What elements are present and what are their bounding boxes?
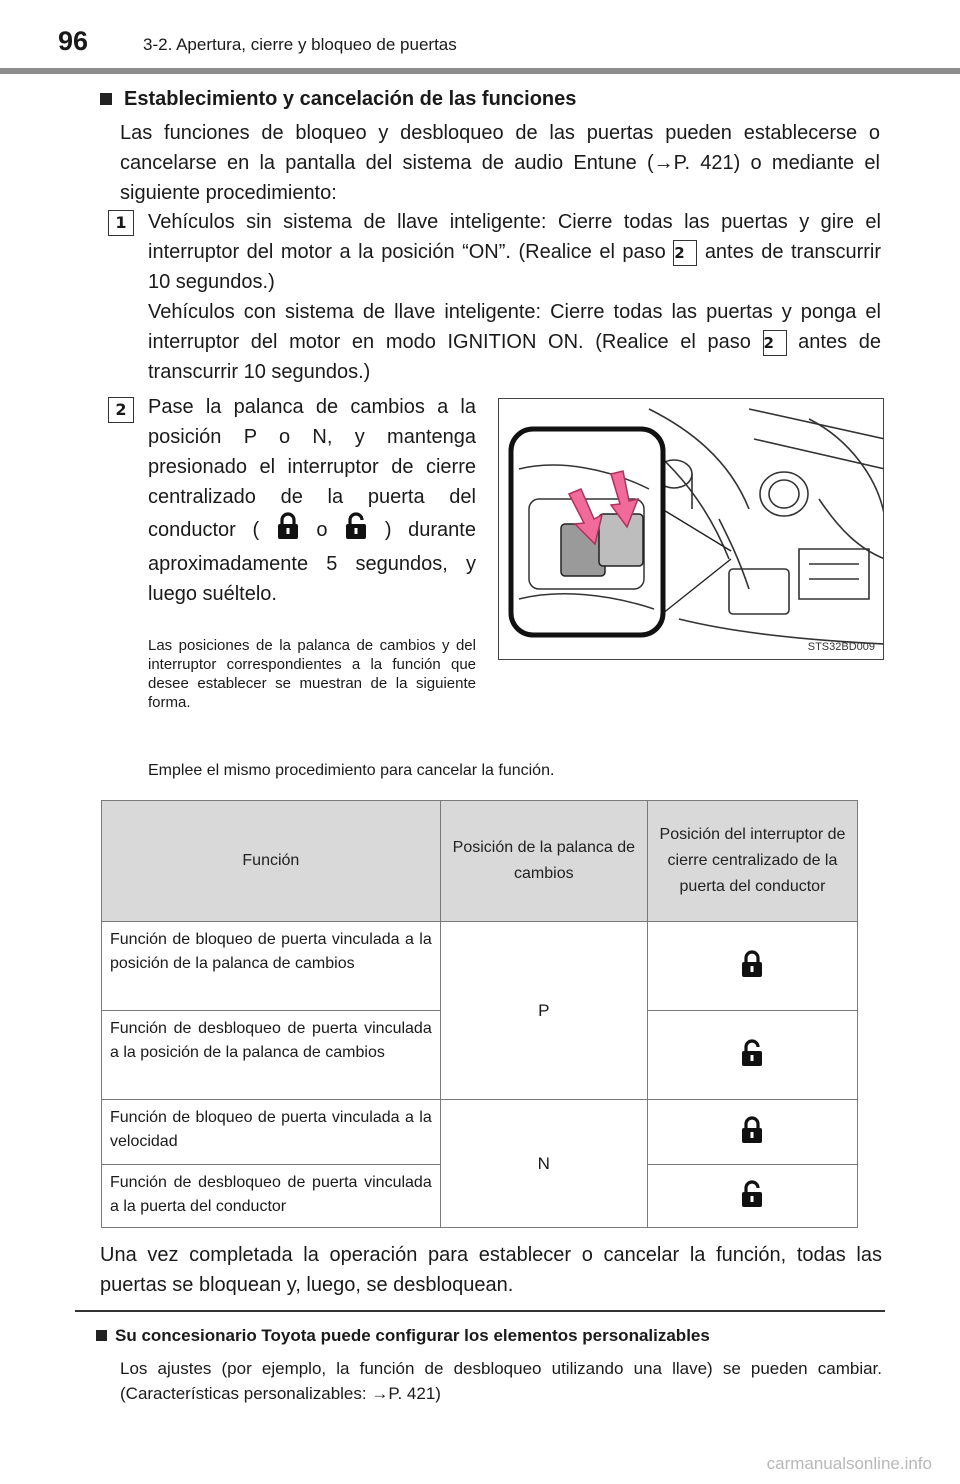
step-2-text — [148, 392, 476, 609]
functions-table — [101, 800, 858, 1228]
cell-function: Función de bloqueo de puerta vinculada a la velocidad — [102, 1100, 441, 1165]
step-1-part-a: Vehículos sin sistema de llave inteligente: Cierre todas las puertas y gire el interruptor del motor a la posición “ON”. (Realice el paso — [148, 211, 881, 263]
lock-icon — [740, 1116, 764, 1144]
step-2-note: Las posiciones de la palanca de cambios y del interruptor correspondientes a la función que desee establecer se muestran de la siguiente forma. — [148, 637, 476, 711]
cell-switch — [647, 922, 857, 1011]
step-1-part-b-end: antes de transcurrir 10 segundos.) — [148, 331, 881, 383]
subheading — [96, 1326, 710, 1346]
step-1-marker: 1 — [108, 210, 134, 236]
conclusion-paragraph: Una vez completada la operación para establecer o cancelar la función, todas las puertas se bloquean y, luego, se desbloquean. — [100, 1244, 882, 1296]
cell-function: Función de desbloqueo de puerta vinculada a la posición de la palanca de cambios — [102, 1011, 441, 1100]
header-rule — [0, 68, 960, 74]
cell-position: P — [440, 922, 647, 1100]
cell-switch — [647, 1100, 857, 1165]
lock-icon — [740, 950, 764, 978]
section-heading-text: Establecimiento y cancelación de las funciones — [124, 88, 577, 110]
step-1-part-b: Vehículos con sistema de llave inteligente: Cierre todas las puertas y ponga el interruptor del motor en modo IGNITION ON. (Realice el paso — [148, 301, 881, 353]
table-header-row — [102, 801, 858, 922]
tail-paragraph: Los ajustes (por ejemplo, la función de desbloqueo utilizando una llave) se pueden cambiar. (Características personalizables: →P. 421) — [120, 1359, 882, 1403]
divider — [75, 1310, 885, 1312]
header-function: Función — [102, 801, 441, 922]
step-ref-box: 2 — [763, 330, 787, 356]
cell-switch — [647, 1165, 857, 1228]
unlock-icon — [740, 1039, 764, 1067]
intro-paragraph: Las funciones de bloqueo y desbloqueo de las puertas pueden establecerse o cancelarse en la pantalla del sistema de audio Entune (→P. 421) o mediante el siguiente procedimiento: — [120, 122, 880, 204]
step-1-text — [148, 207, 881, 387]
header-switch-position: Posición del interruptor de cierre centralizado de la puerta del conductor — [647, 801, 857, 922]
unlock-icon — [740, 1180, 764, 1208]
figure-label: STS32BD009 — [807, 641, 875, 653]
square-bullet-icon — [100, 93, 112, 105]
lock-icon — [276, 512, 300, 549]
cell-function: Función de bloqueo de puerta vinculada a la posición de la palanca de cambios — [102, 922, 441, 1011]
cell-function: Función de desbloqueo de puerta vinculada a la puerta del conductor — [102, 1165, 441, 1228]
table-row — [102, 922, 858, 1011]
table-row — [102, 1100, 858, 1165]
watermark: carmanualsonline.info — [766, 1454, 932, 1473]
step-2-note-2: Emplee el mismo procedimiento para cancelar la función. — [148, 762, 555, 779]
door-switch-illustration — [498, 398, 884, 660]
step-2-text-b: ) durante aproximadamente 5 segundos, y luego suéltelo. — [148, 518, 476, 605]
header-shift-position: Posición de la palanca de cambios — [440, 801, 647, 922]
square-bullet-icon — [96, 1330, 107, 1341]
cell-switch — [647, 1011, 857, 1100]
subheading-text: Su concesionario Toyota puede configurar los elementos personalizables — [115, 1326, 710, 1345]
page-number: 96 — [58, 26, 89, 56]
section-title: 3-2. Apertura, cierre y bloqueo de puertas — [143, 35, 457, 54]
section-heading — [100, 88, 576, 111]
step-2-text-a: Pase la palanca de cambios a la posición P o N, y mantenga presionado el interruptor de cierre centralizado de la puerta del conductor ( — [148, 396, 476, 541]
step-1-part-a-end: antes de transcurrir 10 segundos.) — [148, 241, 882, 293]
cell-position: N — [440, 1100, 647, 1228]
step-ref-box: 2 — [673, 240, 697, 266]
dashboard-drawing — [499, 399, 884, 660]
step-2-marker: 2 — [108, 397, 134, 423]
step-2-or: o — [316, 518, 328, 541]
unlock-icon — [344, 512, 368, 549]
